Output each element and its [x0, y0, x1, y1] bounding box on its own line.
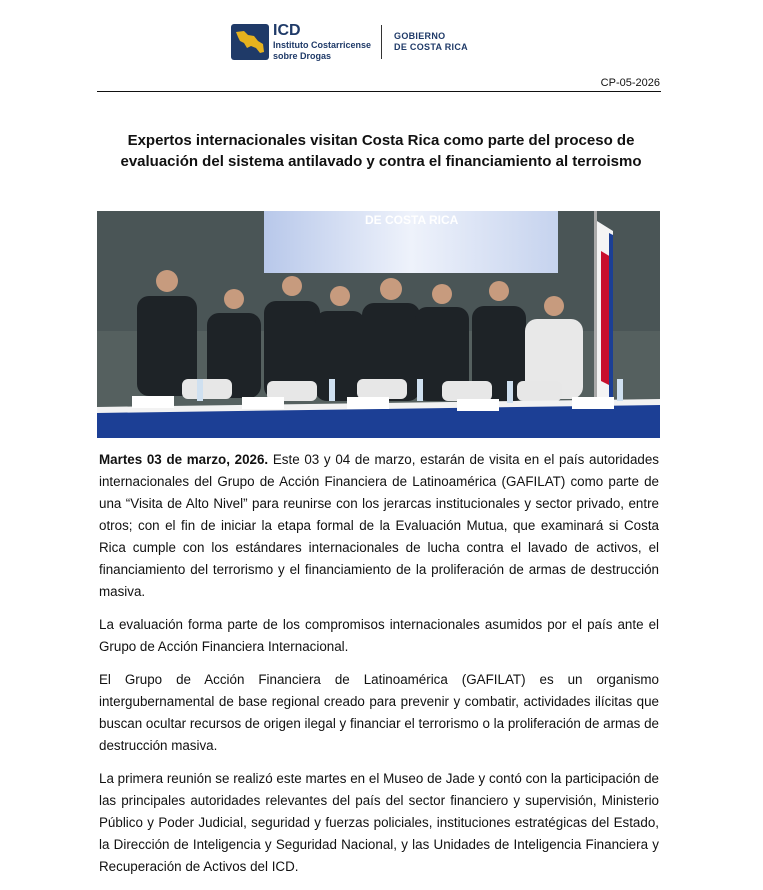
- icd-abbrev: ICD: [273, 22, 301, 39]
- document-code: CP-05-2026: [600, 77, 660, 89]
- paragraph-3: El Grupo de Acción Financiera de Latinoamérica (GAFILAT) es un organismo intergubernamental de base regional creado para prevenir y combatir, actividades ilícitas que buscan ocultar recursos de origen ilegal y financiar el terrorismo o la proliferación de armas de destrucción masiva.: [99, 672, 659, 753]
- government-wordmark: [394, 31, 468, 53]
- dateline: Martes 03 de marzo, 2026.: [99, 452, 269, 467]
- screen-text: DE COSTA RICA: [365, 213, 459, 227]
- icd-name-line2: sobre Drogas: [273, 51, 332, 61]
- press-release-title: Expertos internacionales visitan Costa Rica como parte del proceso de evaluación del sistema antilavado y contra el financiamiento al terroismo: [120, 132, 642, 170]
- header-divider: [381, 25, 382, 59]
- icd-logo: [231, 24, 269, 60]
- header-rule: [97, 91, 661, 92]
- letterhead: [231, 22, 468, 62]
- paragraph-1: [99, 449, 659, 603]
- icd-name-line1: Instituto Costarricense: [273, 40, 372, 50]
- gov-line2: DE COSTA RICA: [394, 42, 468, 52]
- paragraph-4: La primera reunión se realizó este martes en el Museo de Jade y contó con la participación de las principales autoridades relevantes del país del sector financiero y supervisión, Ministerio Público y Poder Judicial, seguridad y fuerzas policiales, instituciones estratégicas del Estado, la Dirección de Inteligencia y Seguridad Nacional, y las Unidades de Inteligencia Financiera y Recuperación de Activos del ICD.: [99, 771, 659, 874]
- paragraph-1-text: Este 03 y 04 de marzo, estarán de visita en el país autoridades internacionales del Grupo de Acción Financiera de Latinoamérica (GAFILAT) como parte de una “Visita de Alto Nivel” para reunirse con los jerarcas institucionales y sector privado, entre otros; con el fin de iniciar la etapa formal de la Evaluación Mutua, que examinará si Costa Rica cumple con los estándares internacionales de lucha contra el lavado de activos, el financiamiento del terrorismo y el financiamiento de la proliferación de armas de destrucción masiva.: [99, 452, 659, 599]
- costa-rica-map-icon: [234, 28, 266, 56]
- event-photo: [97, 211, 660, 438]
- press-release-body: [99, 449, 659, 889]
- icd-wordmark: [273, 23, 371, 61]
- paragraph-2: La evaluación forma parte de los compromisos internacionales asumidos por el país ante el Grupo de Acción Financiera Internacional.: [99, 617, 659, 654]
- gov-line1: GOBIERNO: [394, 31, 446, 41]
